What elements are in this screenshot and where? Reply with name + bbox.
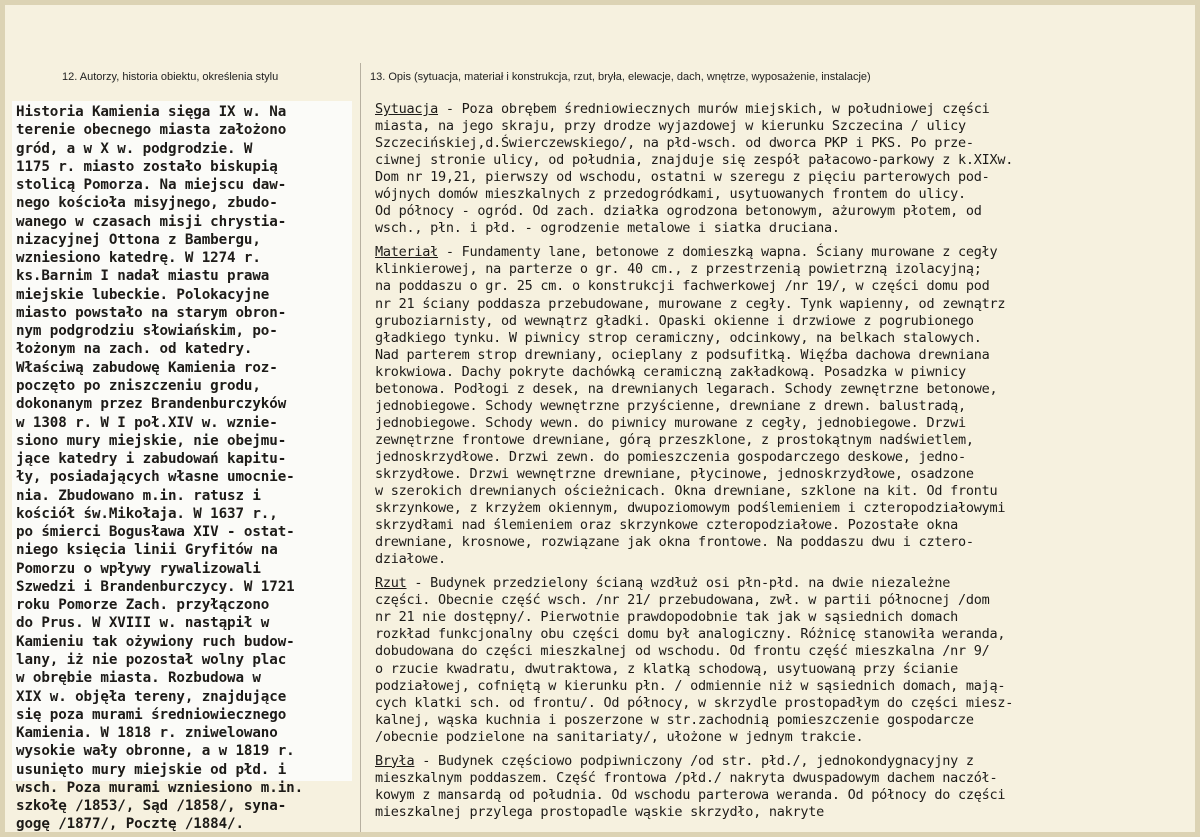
history-line: nym podgrodziu słowiańskim, po- <box>16 323 278 340</box>
section-line: jednoskrzydłowe. Drzwi zewn. do pomieszczenia gospodarczego deskowe, jedno- <box>375 448 966 465</box>
section-line: skrzydłami nad ślemieniem oraz skrzynkowe czteropodziałowe. Pozostałe okna <box>375 517 958 534</box>
section-materia <box>375 244 1195 568</box>
field-13-header: 13. Opis (sytuacja, materiał i konstrukcja, rzut, bryła, elewacje, dach, wnętrze, wyposażenie, instalacje) <box>370 71 871 83</box>
history-line: 1175 r. miasto zostało biskupią <box>16 158 278 175</box>
history-line: XIX w. objęła tereny, znajdujące <box>16 688 287 705</box>
history-line: wzniesiono katedrę. W 1274 r. <box>16 250 261 267</box>
section-first-line <box>375 575 1195 592</box>
section-rzut <box>375 575 1195 745</box>
section-sytuacja <box>375 101 1195 237</box>
section-first-line <box>375 244 1195 261</box>
section-line: rozkład funkcjonalny obu części domu był analogiczny. Różnicę stanowiła weranda, <box>375 626 1006 643</box>
history-line: Właściwą zabudowę Kamienia roz- <box>16 359 278 376</box>
section-line: krokwiowa. Dachy pokryte dachówką ceramiczną zakładkową. Posadzka w piwnicy <box>375 363 966 380</box>
history-line: po śmierci Bogusława XIV - ostat- <box>16 524 295 541</box>
history-line: szkołę /1853/, Sąd /1858/, syna- <box>16 798 287 815</box>
history-line: wanego w czasach misji chrystia- <box>16 213 287 230</box>
section-line: betonowa. Podłogi z desek, na drewnianych legarach. Schody zewnętrzne betonowe, <box>375 380 998 397</box>
history-line: Historia Kamienia sięga IX w. Na <box>16 104 287 120</box>
section-line: cych klatki sch. od frontu/. Od północy, w skrzydle prostopadłym do części miesz- <box>375 694 1014 711</box>
history-line: nego kościoła misyjnego, zbudo- <box>16 195 278 212</box>
history-line: roku Pomorze Zach. przyłączono <box>16 597 270 614</box>
history-line: niego księcia linii Gryfitów na <box>16 542 278 559</box>
section-first-line <box>375 753 1195 770</box>
section-line: kalnej, wąska kuchnia i poszerzone w str.zachodnią pomieszczenie gospodarcze <box>375 711 974 728</box>
section-line: wsch., płn. i płd. - ogrodzenie metalowe i siatka druciana. <box>375 220 840 237</box>
section-first-line-text: - Budynek przedzielony ścianą wzdłuż osi płn-płd. na dwie niezależne <box>406 575 951 592</box>
history-line: miasto powstało na starym obron- <box>16 304 287 321</box>
section-line: w szerokich drewnianych ościeżnicach. Okna drewniane, szklone na kit. Od frontu <box>375 483 998 500</box>
history-line: dokonanym przez Brandenburczyków <box>16 396 287 413</box>
history-line: do Prus. W XVIII w. nastąpił w <box>16 615 270 632</box>
section-line: skrzydłowe. Drzwi wewnętrzne drewniane, płycinowe, jednoskrzydłowe, osadzone <box>375 465 974 482</box>
history-line: Kamienia. W 1818 r. zniwelowano <box>16 725 278 742</box>
history-line: wsch. Poza murami wzniesiono m.in. <box>16 779 304 796</box>
section-title: Rzut <box>375 575 407 592</box>
section-line: gładkiego tynku. W piwnicy strop ceramiczny, odcinkowy, na belkach stalowych. <box>375 329 982 346</box>
history-line: miejskie lubeckie. Polokacyjne <box>16 286 270 303</box>
section-title: Bryła <box>375 752 415 769</box>
history-line: poczęto po zniszczeniu grodu, <box>16 377 261 394</box>
section-first-line-text: - Budynek częściowo podpiwniczony /od str. płd./, jednokondygnacyjny z <box>414 752 974 769</box>
section-line: /obecnie podzielone na sanitariaty/, ułożone w jednym trakcie. <box>375 728 864 745</box>
section-line: działowe. <box>375 551 446 568</box>
section-title: Materiał <box>375 244 439 261</box>
section-line: klinkierowej, na parterze o gr. 40 cm., z przestrzenią powietrzną izolacyjną; <box>375 261 982 278</box>
section-line: jednobiegowe. Schody wewnętrzne przyścienne, drewniane z drewn. balustradą, <box>375 397 966 414</box>
section-line: miasta, na jego skraju, przy drodze wyjazdowej w kierunku Szczecina / ulicy <box>375 118 966 135</box>
section-line: drewniane, krosnowe, rozwiązane jak okna frontowe. Na poddaszu dwu i cztero- <box>375 534 974 551</box>
section-line: nr 21 ściany poddasza przebudowane, murowane z cegły. Tynk wapienny, od zewnątrz <box>375 295 1006 312</box>
section-line: ciwnej stronie ulicy, od południa, znajduje się zespół pałacowo-parkowy z k.XIXw. <box>375 152 1014 169</box>
description-text-block <box>375 101 1195 828</box>
section-line: wójnych domów mieszkalnych z przedogródkami, usytuowanych frontem do ulicy. <box>375 186 966 203</box>
history-line: nizacyjnej Ottona z Bambergu, <box>16 231 261 248</box>
field-12-header: 12. Autorzy, historia obiektu, określenia stylu <box>62 71 279 83</box>
section-line: mieszkalnym poddaszem. Część frontowa /płd./ nakryta dwuspadowym dachem naczół- <box>375 769 998 786</box>
section-line: na poddaszu o gr. 25 cm. o konstrukcji fachwerkowej /nr 19/, w części domu pod <box>375 278 990 295</box>
history-line: w 1308 r. W I poł.XIV w. wznie- <box>16 414 278 431</box>
history-line: kościół św.Mikołaja. W 1637 r., <box>16 505 278 522</box>
section-line: gruboziarnisty, od wewnątrz gładki. Opaski okienne i drzwiowe z pogrubionego <box>375 312 974 329</box>
history-line: Kamieniu tak ożywiony ruch budow- <box>16 633 295 650</box>
section-line: skrzynkowe, z krzyżem okiennym, dwupoziomowym podślemieniem i czteropodziałowymi <box>375 500 1006 517</box>
history-line: łożonym na zach. od katedry. <box>16 341 253 358</box>
history-line: wysokie wały obronne, a w 1819 r. <box>16 743 295 760</box>
history-line: ks.Barnim I nadał miastu prawa <box>16 268 270 285</box>
history-line: jące katedry i zabudowań kapitu- <box>16 451 287 468</box>
history-line: ły, posiadających własne umocnie- <box>16 469 295 486</box>
section-line: Szczecińskiej,d.Świerczewskiego/, na płd-wsch. od dworca PKP i PKS. Po prze- <box>375 135 974 152</box>
section-line: nr 21 nie dostępny/. Pierwotnie prawdopodobnie tak jak w sąsiednich domach <box>375 609 958 626</box>
section-first-line <box>375 101 1195 118</box>
history-line: w obrębie miasta. Rozbudowa w <box>16 670 261 687</box>
section-line: zewnętrzne frontowe drewniane, górą przeszklone, z prostokątnym nadświetlem, <box>375 431 974 448</box>
section-line: kowym z mansardą od południa. Od wschodu parterowa weranda. Od północy do części <box>375 786 1006 803</box>
history-line: terenie obecnego miasta założono <box>16 122 287 139</box>
history-line: nia. Zbudowano m.in. ratusz i <box>16 487 261 504</box>
section-line: Od północy - ogród. Od zach. działka ogrodzona betonowym, ażurowym płotem, od <box>375 203 982 220</box>
history-line: gogę /1877/, Pocztę /1884/. <box>16 816 244 833</box>
history-text-block <box>12 101 352 833</box>
history-line: usunięto mury miejskie od płd. i <box>16 761 287 778</box>
section-first-line-text: - Poza obrębem średniowiecznych murów miejskich, w południowej części <box>438 101 990 117</box>
history-line: lany, iż nie pozostał wolny plac <box>16 651 287 668</box>
section-line: jednobiegowe. Schody wewn. do piwnicy murowane z cegły, jednobiegowe. Drzwi <box>375 414 966 431</box>
history-line: stolicą Pomorza. Na miejscu daw- <box>16 177 287 194</box>
history-line: się poza murami średniowiecznego <box>16 706 287 723</box>
section-line: mieszkalnej przylega prostopadle wąskie skrzydło, nakryte <box>375 803 825 820</box>
history-line: Pomorzu o wpływy rywalizowali <box>16 560 261 577</box>
history-line: gród, a w X w. podgrodzie. W <box>16 140 253 157</box>
section-line: dobudowana do części mieszkalnej od wschodu. Od frontu część mieszkalna /nr 9/ <box>375 643 990 660</box>
section-title: Sytuacja <box>375 101 439 117</box>
inventory-card <box>5 5 1195 832</box>
history-line: siono mury miejskie, nie obejmu- <box>16 432 287 449</box>
section-first-line-text: - Fundamenty lane, betonowe z domieszką wapna. Ściany murowane z cegły <box>438 244 998 261</box>
section-line: Dom nr 19,21, pierwszy od wschodu, ostatni w szeregu z pięciu parterowych pod- <box>375 169 990 186</box>
column-divider <box>360 63 361 832</box>
section-line: podziałowej, cofniętą w kierunku płn. / odmiennie niż w sąsiednich domach, mają- <box>375 677 1006 694</box>
section-line: o rzucie kwadratu, dwutraktowa, z klatką schodową, usytuowaną przy ścianie <box>375 660 958 677</box>
section-line: Nad parterem strop drewniany, ocieplany z podsufitką. Więźba dachowa drewniana <box>375 346 990 363</box>
section-brya <box>375 753 1195 821</box>
history-line: Szwedzi i Brandenburczycy. W 1721 <box>16 578 295 595</box>
section-line: części. Obecnie część wsch. /nr 21/ przebudowana, zwł. w partii północnej /dom <box>375 592 990 609</box>
